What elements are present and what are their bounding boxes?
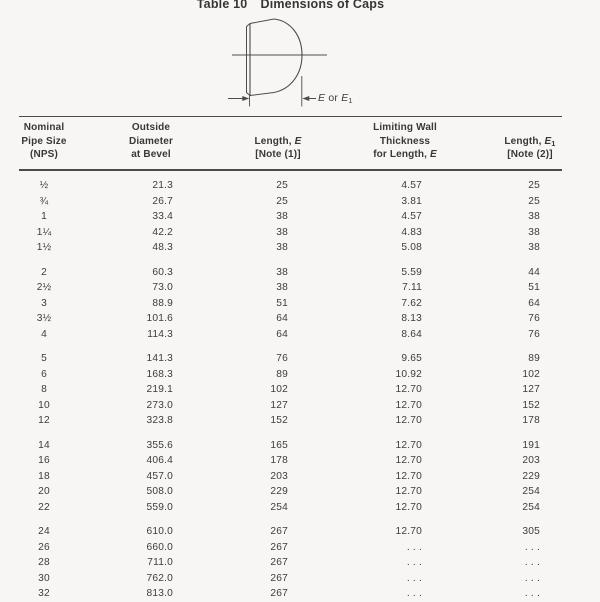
cell-wall-thickness: 9.65 — [401, 353, 422, 364]
cell-wall-thickness: 12.70 — [395, 415, 422, 426]
header-wall-thickness: Limiting Wall Thickness for Length, E — [373, 122, 437, 161]
cell-length-e1: 229 — [522, 470, 540, 482]
cell-outside-diameter: 141.3 — [146, 353, 173, 364]
row-group — [4, 438, 582, 516]
table-row — [4, 555, 582, 571]
cell-length-e: 25 — [276, 180, 288, 191]
cell-length-e: 127 — [270, 399, 288, 411]
table-top-rule — [19, 116, 562, 117]
cell-nps: 32 — [38, 588, 50, 599]
cell-outside-diameter: 88.9 — [152, 297, 173, 309]
cell-length-e: 178 — [270, 455, 288, 466]
table-row — [4, 225, 582, 241]
cell-length-e: 38 — [276, 266, 288, 278]
cell-length-e1: 152 — [522, 399, 540, 411]
cell-outside-diameter: 813.0 — [146, 588, 173, 599]
cell-wall-thickness: 12.70 — [395, 486, 422, 497]
cell-outside-diameter: 21.3 — [152, 180, 173, 191]
cell-nps: 5 — [41, 353, 47, 364]
table-row — [4, 469, 582, 485]
table-row — [4, 194, 582, 210]
table-row — [4, 524, 582, 540]
left-arrowhead — [242, 96, 249, 101]
cell-length-e1: 64 — [528, 297, 540, 309]
table-row — [4, 367, 582, 383]
dim-e1-subscript: 1 — [348, 95, 353, 105]
cell-length-e: 38 — [276, 226, 288, 238]
cell-nps: 3½ — [36, 313, 52, 324]
dim-e1: E — [341, 91, 349, 104]
cell-nps: 12 — [38, 415, 50, 426]
table-row — [4, 296, 582, 312]
cell-outside-diameter: 219.1 — [146, 384, 173, 395]
cell-wall-thickness: 12.70 — [395, 501, 422, 513]
cell-outside-diameter: 762.0 — [146, 572, 173, 584]
cell-nps: 16 — [38, 455, 50, 466]
table-row — [4, 178, 582, 194]
cell-wall-thickness: 12.70 — [395, 439, 422, 451]
table-row — [4, 438, 582, 454]
cell-wall-thickness: 5.08 — [401, 242, 422, 253]
cell-outside-diameter: 457.0 — [146, 470, 173, 482]
table-row — [4, 540, 582, 556]
cell-nps: 2 — [41, 266, 47, 278]
cell-nps: 26 — [38, 541, 50, 553]
cell-length-e: 51 — [276, 297, 288, 309]
header-outside-diameter: Outside Diameter at Bevel — [129, 122, 173, 161]
cell-nps: 22 — [38, 501, 50, 513]
cell-wall-thickness: 12.70 — [395, 470, 422, 482]
cell-length-e: 38 — [276, 242, 288, 253]
cell-outside-diameter: 559.0 — [146, 501, 173, 513]
cell-length-e1: 127 — [522, 384, 540, 395]
cell-outside-diameter: 508.0 — [146, 486, 173, 497]
table-row — [4, 500, 582, 516]
cell-length-e: 102 — [270, 384, 288, 395]
cell-nps: 24 — [38, 526, 50, 537]
cell-length-e: 267 — [270, 588, 288, 599]
table-row — [4, 484, 582, 500]
cell-outside-diameter: 610.0 — [146, 526, 173, 537]
cell-nps: 1¼ — [36, 226, 52, 238]
header-nps: Nominal Pipe Size (NPS) — [21, 122, 67, 161]
cell-outside-diameter: 323.8 — [146, 415, 173, 426]
cell-length-e1: 76 — [528, 328, 540, 340]
table-row — [4, 240, 582, 256]
row-group — [4, 265, 582, 343]
cell-wall-thickness: . . . — [406, 541, 422, 553]
cell-length-e: 254 — [270, 501, 288, 513]
dim-or: or — [325, 91, 342, 104]
cell-length-e: 38 — [276, 211, 288, 222]
cell-outside-diameter: 60.3 — [152, 266, 173, 278]
cell-nps: 3 — [41, 297, 47, 309]
table-row — [4, 398, 582, 414]
cell-outside-diameter: 26.7 — [152, 195, 173, 207]
cell-length-e1: . . . — [524, 557, 540, 568]
cell-wall-thickness: 3.81 — [401, 195, 422, 207]
cell-length-e: 165 — [270, 439, 288, 451]
cell-wall-thickness: 8.13 — [401, 313, 422, 324]
cell-length-e: 76 — [276, 353, 288, 364]
cell-length-e1: 38 — [528, 242, 540, 253]
cell-length-e: 267 — [270, 572, 288, 584]
table-row — [4, 280, 582, 296]
table-row — [4, 209, 582, 225]
cell-outside-diameter: 42.2 — [152, 226, 173, 238]
cell-outside-diameter: 48.3 — [152, 242, 173, 253]
row-group — [4, 351, 582, 429]
cell-wall-thickness: . . . — [406, 557, 422, 568]
dimension-label — [318, 92, 353, 104]
row-group — [4, 524, 582, 602]
cell-length-e1: 178 — [522, 415, 540, 426]
cell-nps: 10 — [38, 399, 50, 411]
table-caption: Dimensions of Caps — [260, 0, 385, 11]
table-row — [4, 453, 582, 469]
cell-length-e1: 38 — [528, 226, 540, 238]
cell-length-e1: 25 — [528, 180, 540, 191]
cell-length-e1: . . . — [524, 572, 540, 584]
cell-wall-thickness: 10.92 — [395, 368, 422, 380]
cell-nps: 14 — [38, 439, 50, 451]
table-row — [4, 413, 582, 429]
cell-outside-diameter: 168.3 — [146, 368, 173, 380]
cell-nps: 4 — [41, 328, 47, 340]
cell-outside-diameter: 114.3 — [147, 328, 173, 340]
cell-length-e1: 203 — [522, 455, 540, 466]
cell-nps: 1 — [41, 211, 47, 222]
table-body — [4, 178, 582, 602]
cell-length-e1: 76 — [528, 313, 540, 324]
table-header-rule — [19, 169, 562, 171]
cell-wall-thickness: . . . — [406, 572, 422, 584]
cell-length-e: 229 — [270, 486, 288, 497]
header-length-e1: Length, $E_1$ [Note (2)] — [504, 135, 556, 161]
cell-length-e: 38 — [276, 282, 288, 293]
cell-outside-diameter: 355.6 — [146, 439, 173, 451]
cell-nps: 30 — [38, 572, 50, 584]
cell-outside-diameter: 73.0 — [152, 282, 173, 293]
right-arrowhead — [302, 96, 309, 101]
cell-length-e1: 25 — [528, 195, 540, 207]
cell-length-e1: 44 — [528, 266, 540, 278]
cell-nps: ½ — [39, 180, 49, 191]
cell-wall-thickness: 12.70 — [395, 526, 422, 537]
cell-length-e: 267 — [270, 541, 288, 553]
cell-nps: 28 — [38, 557, 50, 568]
cell-length-e1: . . . — [524, 588, 540, 599]
cell-length-e: 64 — [276, 328, 288, 340]
table-row — [4, 311, 582, 327]
cell-outside-diameter: 273.0 — [146, 399, 173, 411]
cell-nps: 8 — [41, 384, 47, 395]
table-title — [0, 0, 581, 11]
table-number: Table 10 — [196, 0, 248, 11]
cell-wall-thickness: 4.83 — [401, 226, 422, 238]
cell-length-e1: 89 — [528, 353, 540, 364]
table-row — [4, 382, 582, 398]
cell-nps: 18 — [38, 470, 50, 482]
cell-outside-diameter: 660.0 — [146, 541, 173, 553]
cell-outside-diameter: 33.4 — [152, 211, 173, 222]
cell-length-e: 89 — [276, 368, 288, 380]
cell-wall-thickness: 12.70 — [395, 384, 422, 395]
table-row — [4, 351, 582, 367]
cell-length-e1: 191 — [522, 439, 540, 451]
table-row — [4, 327, 582, 343]
cell-nps: 2½ — [36, 282, 52, 293]
cell-length-e1: 51 — [528, 282, 540, 293]
cell-length-e: 25 — [276, 195, 288, 207]
cell-wall-thickness: 7.11 — [402, 282, 422, 293]
cell-wall-thickness: 4.57 — [401, 180, 422, 191]
cap-diagram — [225, 12, 330, 110]
cell-outside-diameter: 406.4 — [146, 455, 173, 466]
cell-wall-thickness: 7.62 — [401, 297, 422, 309]
row-group — [4, 178, 582, 256]
cell-outside-diameter: 711.0 — [147, 557, 173, 568]
cell-nps: ¾ — [39, 195, 49, 207]
cell-wall-thickness: 12.70 — [395, 455, 422, 466]
cell-length-e: 64 — [276, 313, 288, 324]
table-row — [4, 571, 582, 587]
cell-length-e: 267 — [270, 557, 288, 568]
table-row — [4, 265, 582, 281]
table-row — [4, 586, 582, 602]
cell-length-e: 152 — [270, 415, 288, 426]
cell-wall-thickness: 12.70 — [395, 399, 422, 411]
cell-outside-diameter: 101.6 — [146, 313, 173, 324]
header-length-e: Length, E [Note (1)] — [254, 135, 302, 161]
dim-e: E — [318, 91, 326, 104]
cell-wall-thickness: . . . — [406, 588, 422, 599]
cell-length-e1: 305 — [522, 526, 540, 537]
cell-length-e1: 254 — [522, 501, 540, 513]
cell-nps: 1½ — [36, 242, 52, 253]
cell-length-e1: 38 — [528, 211, 540, 222]
cell-length-e1: 102 — [522, 368, 540, 380]
cell-nps: 6 — [41, 368, 47, 380]
cell-wall-thickness: 8.64 — [401, 328, 422, 340]
cell-wall-thickness: 5.59 — [401, 266, 422, 278]
cell-nps: 20 — [38, 486, 50, 497]
cell-length-e: 203 — [270, 470, 288, 482]
cell-length-e1: 254 — [522, 486, 540, 497]
cell-wall-thickness: 4.57 — [401, 211, 422, 222]
cap-outline — [250, 19, 302, 96]
cell-length-e1: . . . — [524, 541, 540, 553]
cell-length-e: 267 — [270, 526, 288, 537]
